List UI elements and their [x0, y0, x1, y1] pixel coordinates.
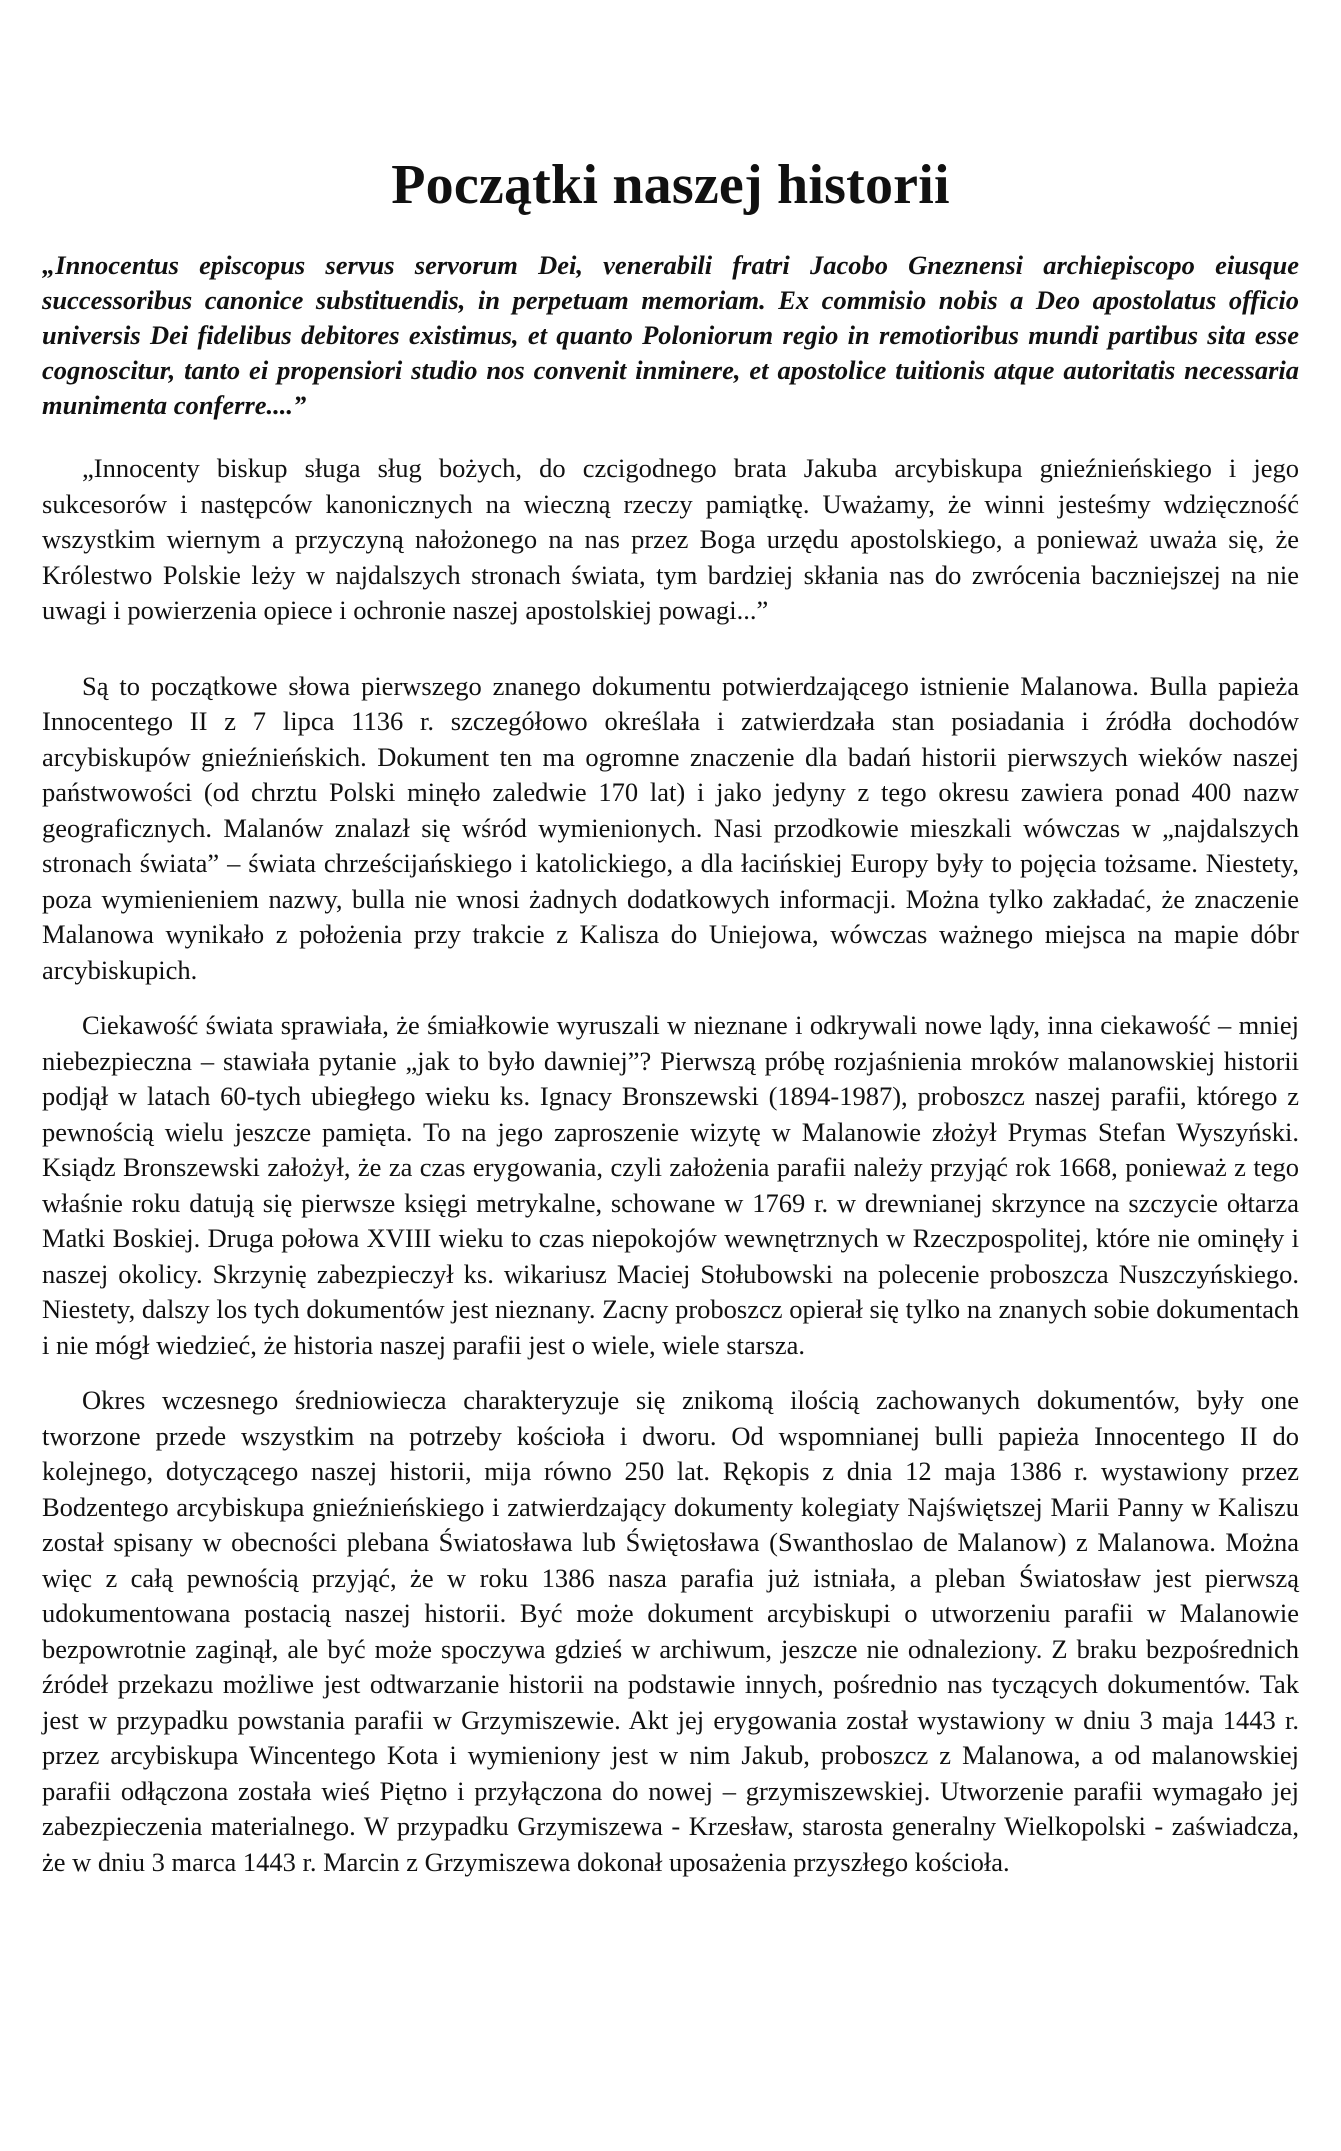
latin-quote: „Innocentus episcopus servus servorum Dei, venerabili fratri Jacobo Gneznensi archiepiscopo eiusque successoribus canonice substituendis, in perpetuam memoriam. Ex commisio nobis a Deo apostolatus officio universis Dei fidelibus debitores existimus, et quanto Poloniorum regio in remotioribus mundi partibus sita esse cognoscitur, tanto ei propensiori studio nos convenit inminere, et apostolice tuitionis atque autoritatis necessaria munimenta conferre....”: [42, 250, 1299, 420]
body-paragraph-2: Ciekawość świata sprawiała, że śmiałkowie wyruszali w nieznane i odkrywali nowe lądy, inna ciekawość – mniej niebezpieczna – stawiała pytanie „jak to było dawniej”? Pierwszą próbę rozjaśnienia mroków malanowskiej historii podjął w latach 60-tych ubiegłego wieku ks. Ignacy Bronszewski (1894-1987), proboszcz naszej parafii, którego z pewnością wielu jeszcze pamięta. To na jego zaproszenie wizytę w Malanowie złożył Prymas Stefan Wyszyński. Ksiądz Bronszewski założył, że za czas erygowania, czyli założenia parafii należy przyjąć rok 1668, ponieważ z tego właśnie roku datują się pierwsze księgi metrykalne, schowane w 1769 r. w drewnianej skrzynce na szczycie ołtarza Matki Boskiej. Druga połowa XVIII wieku to czas niepokojów wewnętrznych w Rzeczpospolitej, które nie ominęły i naszej okolicy. Skrzynię zabezpieczył ks. wikariusz Maciej Stołubowski na polecenie proboszcza Nuszczyńskiego. Niestety, dalszy los tych dokumentów jest nieznany. Zacny proboszcz opierał się tylko na znanych sobie dokumentach i nie mógł wiedzieć, że historia naszej parafii jest o wiele, wiele starsza.: [42, 1010, 1299, 1360]
page-title: Początki naszej historii: [391, 154, 950, 216]
body-paragraph-3: Okres wczesnego średniowiecza charakteryzuje się znikomą ilością zachowanych dokumentów, były one tworzone przede wszystkim na potrzeby kościoła i dworu. Od wspomnianej bulli papieża Innocentego II do kolejnego, dotyczącego naszej historii, mija równo 250 lat. Rękopis z dnia 12 maja 1386 r. wystawiony przez Bodzentego arcybiskupa gnieźnieńskiego i zatwierdzający dokumenty kolegiaty Najświętszej Marii Panny w Kaliszu został spisany w obecności plebana Światosława lub Świętosława (Swanthoslao de Malanow) z Malanowa. Można więc z całą pewnością przyjąć, że w roku 1386 nasza parafia już istniała, a pleban Światosław jest pierwszą udokumentowana postacią naszej historii. Być może dokument arcybiskupi o utworzeniu parafii w Malanowie bezpowrotnie zaginął, ale być może spoczywa gdzieś w archiwum, jeszcze nie odnaleziony. Z braku bezpośrednich źródeł przekazu możliwe jest odtwarzanie historii na podstawie innych, pośrednio nas tyczących dokumentów. Tak jest w przypadku powstania parafii w Grzymiszewie. Akt jej erygowania został wystawiony w dniu 3 maja 1443 r. przez arcybiskupa Wincentego Kota i wymieniony jest w nim Jakub, proboszcz z Malanowa, a od malanowskiej parafii odłączona została wieś Piętno i przyłączona do nowej – grzymiszewskiej. Utworzenie parafii wymagało jej zabezpieczenia materialnego. W przypadku Grzymiszewa - Krzesław, starosta generalny Wielkopolski - zaświadcza, że w dniu 3 marca 1443 r. Marcin z Grzymiszewa dokonał uposażenia przyszłego kościoła.: [42, 1385, 1299, 1877]
translation-paragraph: „Innocenty biskup sługa sług bożych, do czcigodnego brata Jakuba arcybiskupa gnieźnieńskiego i jego sukcesorów i następców kanonicznych na wieczną rzeczy pamiątkę. Uważamy, że winni jesteśmy wdzięczność wszystkim wiernym a przyczyną nałożonego na nas przez Boga urzędu apostolskiego, a ponieważ uważa się, że Królestwo Polskie leży w najdalszych stronach świata, tym bardziej skłania nas do zwrócenia baczniejszej na nie uwagi i powierzenia opiece i ochronie naszej apostolskiej powagi...”: [42, 453, 1299, 625]
body-paragraph-1: Są to początkowe słowa pierwszego znanego dokumentu potwierdzającego istnienie Malanowa. Bulla papieża Innocentego II z 7 lipca 1136 r. szczegółowo określała i zatwierdzała stan posiadania i źródła dochodów arcybiskupów gnieźnieńskich. Dokument ten ma ogromne znaczenie dla badań historii pierwszych wieków naszej państwowości (od chrztu Polski minęło zaledwie 170 lat) i jako jedyny z tego okresu zawiera ponad 400 nazw geograficznych. Malanów znalazł się wśród wymienionych. Nasi przodkowie mieszkali wówczas w „najdalszych stronach świata” – świata chrześcijańskiego i katolickiego, a dla łacińskiej Europy były to pojęcia tożsame. Niestety, poza wymienieniem nazwy, bulla nie wnosi żadnych dodatkowych informacji. Można tylko zakładać, że znaczenie Malanowa wynikało z położenia przy trakcie z Kalisza do Uniejowa, wówczas ważnego miejsca na mapie dóbr arcybiskupich.: [42, 670, 1299, 985]
document-page: [42, 150, 1299, 1900]
